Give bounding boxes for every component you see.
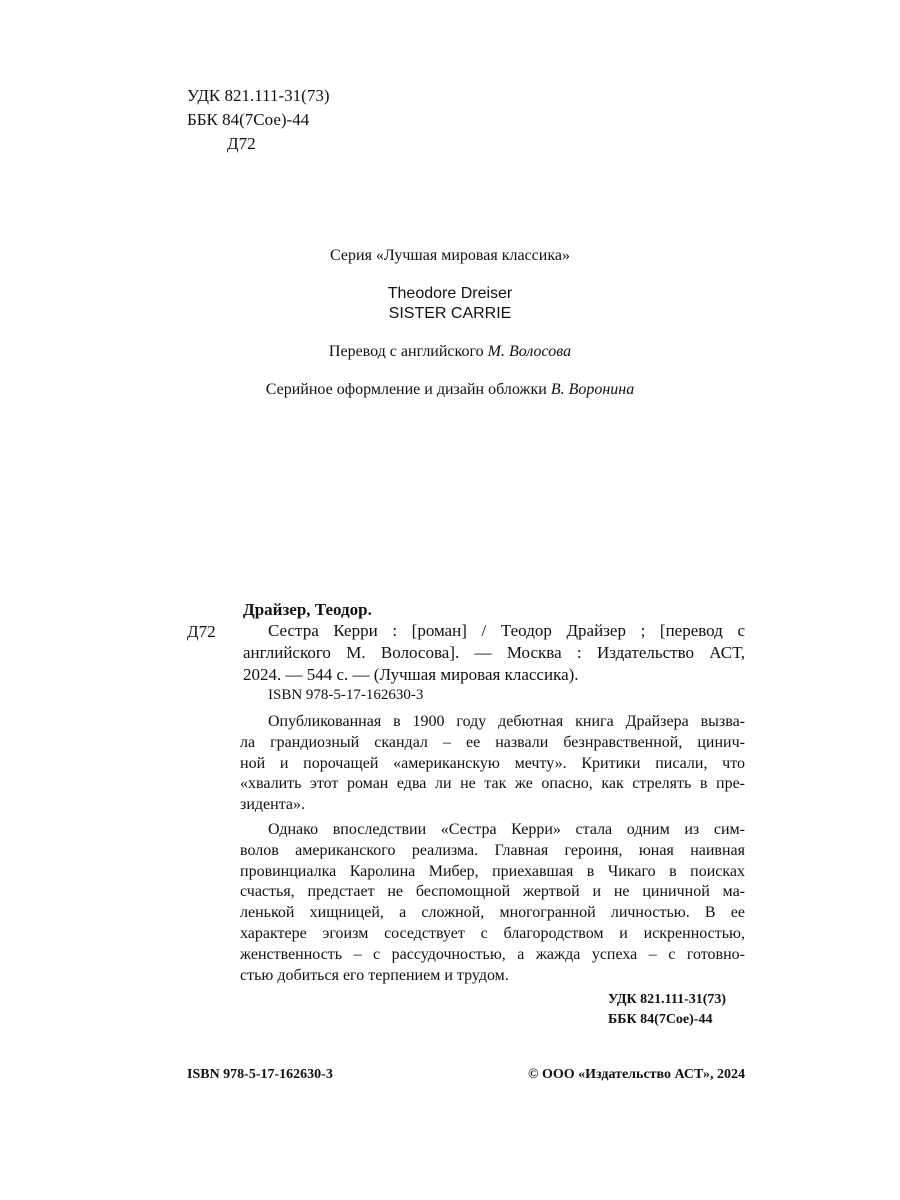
original-author: Theodore Dreiser [387, 285, 513, 302]
annotation-line: ной и порочащей «американскую мечту». Критики писали, что [240, 754, 745, 772]
catalog-entry-line: Сестра Керри : [роман] / Теодор Драйзер ; [перевод с [268, 621, 745, 640]
annotation-line: Опубликованная в 1900 году дебютная книга Драйзера вызва- [268, 713, 745, 730]
copyright-notice: © ООО «Издательство АСТ», 2024 [527, 1067, 745, 1082]
design-credit [0, 378, 900, 402]
series-line: Серия «Лучшая мировая классика» [330, 247, 570, 264]
translation-credit [0, 340, 900, 364]
bbk-code: ББК 84(7Сое)-44 [187, 110, 310, 129]
original-title: SISTER CARRIE [388, 305, 512, 322]
catalog-mark: Д72 [187, 622, 216, 641]
annotation-line: волов американского реализма. Главная героиня, юная наивная [240, 841, 745, 859]
catalog-heading: Драйзер, Теодор. [243, 600, 372, 619]
annotation-line: счастья, предстает не беспомощной жертвой и не циничной ма- [240, 883, 745, 901]
designer-name: В. Воронина [550, 381, 635, 398]
translator-name: М. Волосова [487, 343, 572, 360]
annotation-line: зидента». [240, 796, 305, 814]
catalog-entry-line: 2024. — 544 с. — (Лучшая мировая классика). [243, 665, 579, 684]
bottom-bbk-code: ББК 84(7Сое)-44 [608, 1012, 713, 1027]
footer-isbn: ISBN 978-5-17-162630-3 [187, 1067, 333, 1082]
annotation-line: характере эгоизм соседствует с благородством и искренностью, [240, 924, 745, 942]
bottom-udk-code: УДК 821.111-31(73) [608, 992, 727, 1007]
catalog-entry-line: английского М. Волосова]. — Москва : Издательство АСТ, [243, 643, 745, 662]
catalog-isbn: ISBN 978-5-17-162630-3 [268, 687, 424, 703]
catalog-entry [243, 620, 745, 686]
annotation-line: Однако впоследствии «Сестра Керри» стала одним из сим- [268, 820, 745, 838]
annotation-line: ленькой хищницей, а сложной, многогранной личностью. В ее [240, 904, 745, 922]
udk-code: УДК 821.111-31(73) [187, 86, 330, 105]
translation-prefix: Перевод с английского [328, 343, 488, 360]
author-mark: Д72 [227, 134, 256, 153]
design-prefix: Серийное оформление и дизайн обложки [265, 381, 551, 398]
annotation-line: ла грандиозный скандал – ее назвали безнравственной, цинич- [240, 733, 745, 751]
annotation-line: стью добиться его терпением и трудом. [240, 966, 509, 984]
annotation [240, 712, 745, 986]
annotation-line: женственность – с рассудочностью, а жажда успеха – с готовно- [240, 945, 745, 963]
annotation-line: «хвалить этот роман едва ли не так же опасно, как стрелять в пре- [240, 775, 745, 793]
annotation-line: провинциалка Каролина Мибер, приехавшая в Чикаго в поисках [240, 862, 745, 880]
